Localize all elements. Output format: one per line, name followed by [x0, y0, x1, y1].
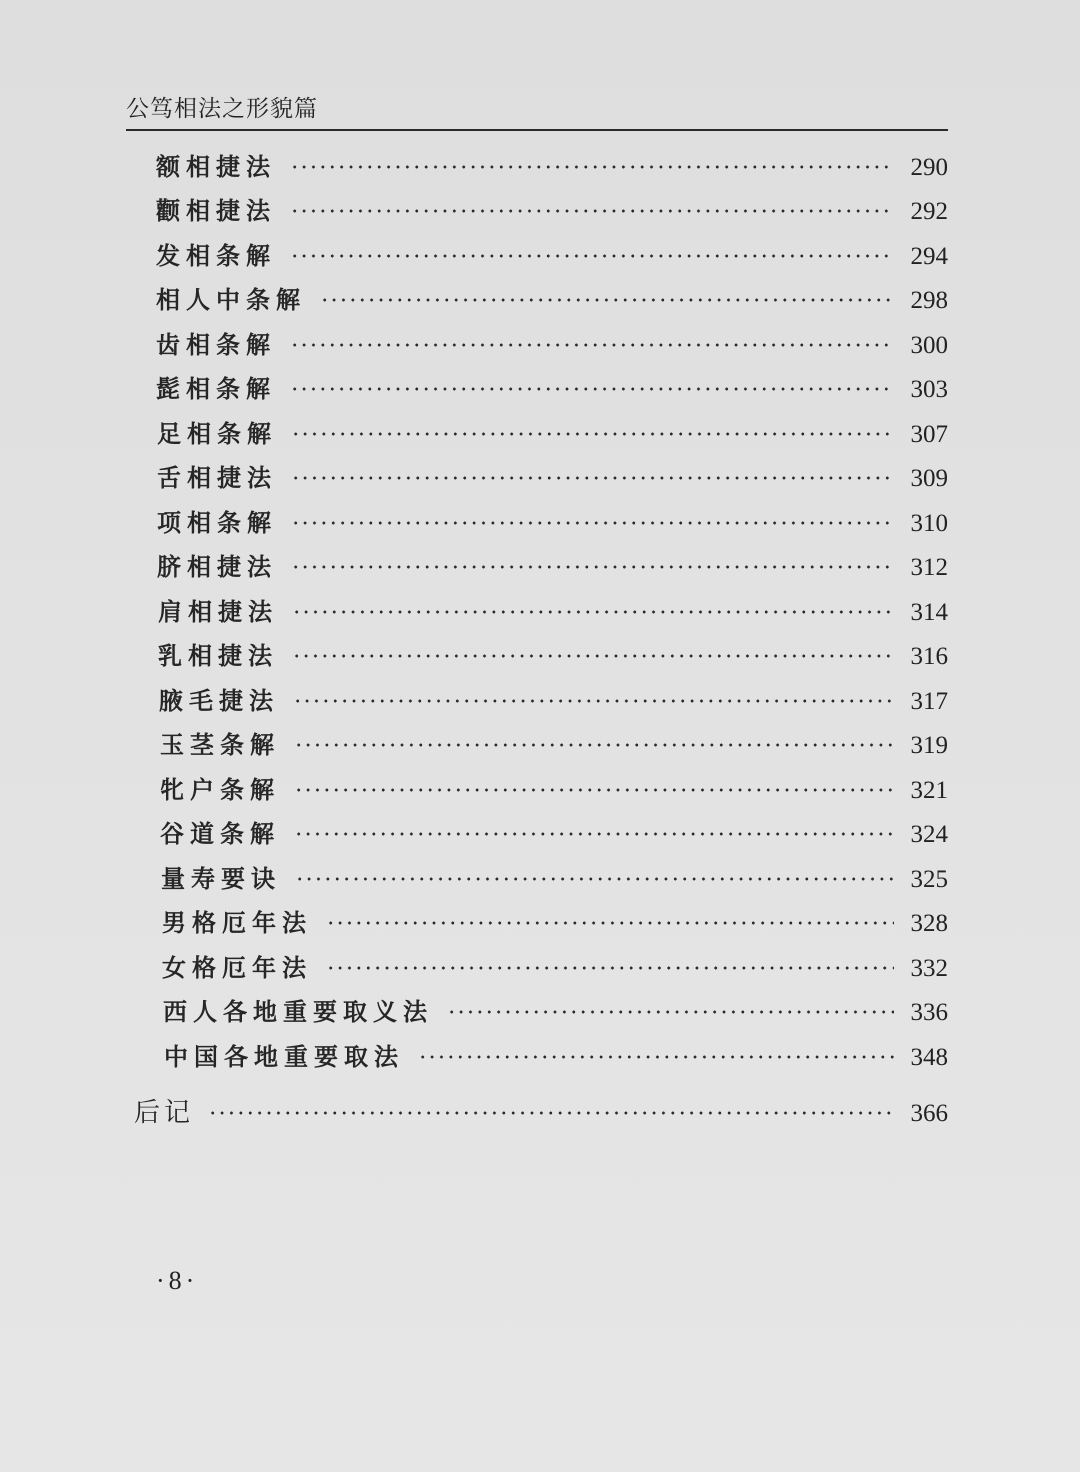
toc-entry [156, 194, 948, 228]
toc-entry [157, 550, 948, 584]
toc-entry [156, 150, 948, 184]
toc-entry-page: 325 [910, 866, 948, 893]
toc-entry [156, 328, 948, 362]
leader-dots [291, 565, 894, 569]
toc-entry [162, 906, 948, 940]
leader-dots [320, 298, 894, 302]
toc-entry [156, 283, 948, 317]
leader-dots [294, 788, 894, 792]
toc-entry-page: 366 [910, 1100, 948, 1127]
toc-entry-title: 齿相条解 [156, 330, 276, 359]
toc-entry-title: 男格厄年法 [162, 908, 312, 937]
toc-entry-title: 量寿要诀 [161, 864, 281, 893]
toc-entry [158, 639, 948, 673]
toc-entry-page: 292 [910, 198, 948, 225]
leader-dots [418, 1055, 894, 1059]
toc-entry [160, 817, 948, 851]
toc-entry-title: 谷道条解 [160, 819, 280, 848]
leader-dots [208, 1111, 894, 1115]
toc-entry-title: 腋毛捷法 [159, 686, 279, 715]
toc-entry-title: 肩相捷法 [158, 597, 278, 626]
leader-dots [292, 610, 894, 614]
leader-dots [290, 343, 894, 347]
toc-entry-page: 294 [910, 243, 948, 270]
leader-dots [295, 877, 894, 881]
toc-entry-page: 317 [910, 688, 948, 715]
toc-entry-title: 玉茎条解 [160, 730, 280, 759]
leader-dots [290, 165, 894, 169]
toc-entry-page: 314 [910, 599, 948, 626]
toc-entry-title: 额相捷法 [156, 152, 276, 181]
toc-entry-page: 316 [910, 643, 948, 670]
leader-dots [291, 432, 894, 436]
toc-entry-title: 足相条解 [157, 419, 277, 448]
leader-dots [291, 521, 894, 525]
toc-entry [160, 728, 948, 762]
toc-entry [161, 862, 948, 896]
toc-entry-title: 中国各地重要取法 [164, 1042, 404, 1071]
toc-entry-page: 298 [910, 287, 948, 314]
toc-entry-title: 女格厄年法 [162, 953, 312, 982]
leader-dots [290, 387, 894, 391]
header-rule [126, 129, 948, 131]
leader-dots [292, 654, 894, 658]
toc-entry [160, 773, 948, 807]
toc-entry-page: 336 [910, 999, 948, 1026]
leader-dots [290, 209, 894, 213]
leader-dots [294, 743, 894, 747]
toc-entry-title: 西人各地重要取义法 [163, 997, 433, 1026]
leader-dots [447, 1010, 894, 1014]
toc-entry-afterword [134, 1096, 948, 1130]
leader-dots [291, 476, 894, 480]
toc-entry-page: 332 [910, 955, 948, 982]
toc-entry-page: 307 [910, 421, 948, 448]
page-number: ·8· [156, 1266, 199, 1295]
toc-entry-title: 牝户条解 [160, 775, 280, 804]
toc-entry-title: 脐相捷法 [157, 552, 277, 581]
toc-entry-title: 乳相捷法 [158, 641, 278, 670]
toc-entry [157, 417, 948, 451]
toc-entry [157, 461, 948, 495]
toc-entry-title: 项相条解 [157, 508, 277, 537]
leader-dots [293, 699, 894, 703]
toc-entry [159, 684, 948, 718]
toc-entry-title: 舌相捷法 [157, 463, 277, 492]
toc-entry [163, 995, 948, 1029]
toc-entry [156, 372, 948, 406]
toc-entry-page: 312 [910, 554, 948, 581]
toc-entry-page: 319 [910, 732, 948, 759]
toc-entry-title: 发相条解 [156, 241, 276, 270]
toc-entry [164, 1040, 948, 1074]
leader-dots [290, 254, 894, 258]
running-head: 公笃相法之形貌篇 [126, 96, 318, 122]
leader-dots [326, 921, 894, 925]
leader-dots [294, 832, 894, 836]
toc-entry-title: 颧相捷法 [156, 196, 276, 225]
toc-entry-page: 328 [910, 910, 948, 937]
toc-entry-page: 324 [910, 821, 948, 848]
leader-dots [326, 966, 894, 970]
toc-entry-page: 300 [910, 332, 948, 359]
toc-entry [158, 595, 948, 629]
toc-entry-title: 后记 [134, 1098, 195, 1128]
toc-entry-page: 348 [910, 1044, 948, 1071]
toc-entry [156, 239, 948, 273]
toc-entry-title: 髭相条解 [156, 374, 276, 403]
toc-entry-page: 321 [910, 777, 948, 804]
toc-entry-page: 290 [910, 154, 948, 181]
toc-entry [157, 506, 948, 540]
toc-entry-page: 303 [910, 376, 948, 403]
toc-entry-page: 310 [910, 510, 948, 537]
toc-entry-title: 相人中条解 [156, 285, 306, 314]
toc-entry-page: 309 [910, 465, 948, 492]
toc-entry [162, 951, 948, 985]
